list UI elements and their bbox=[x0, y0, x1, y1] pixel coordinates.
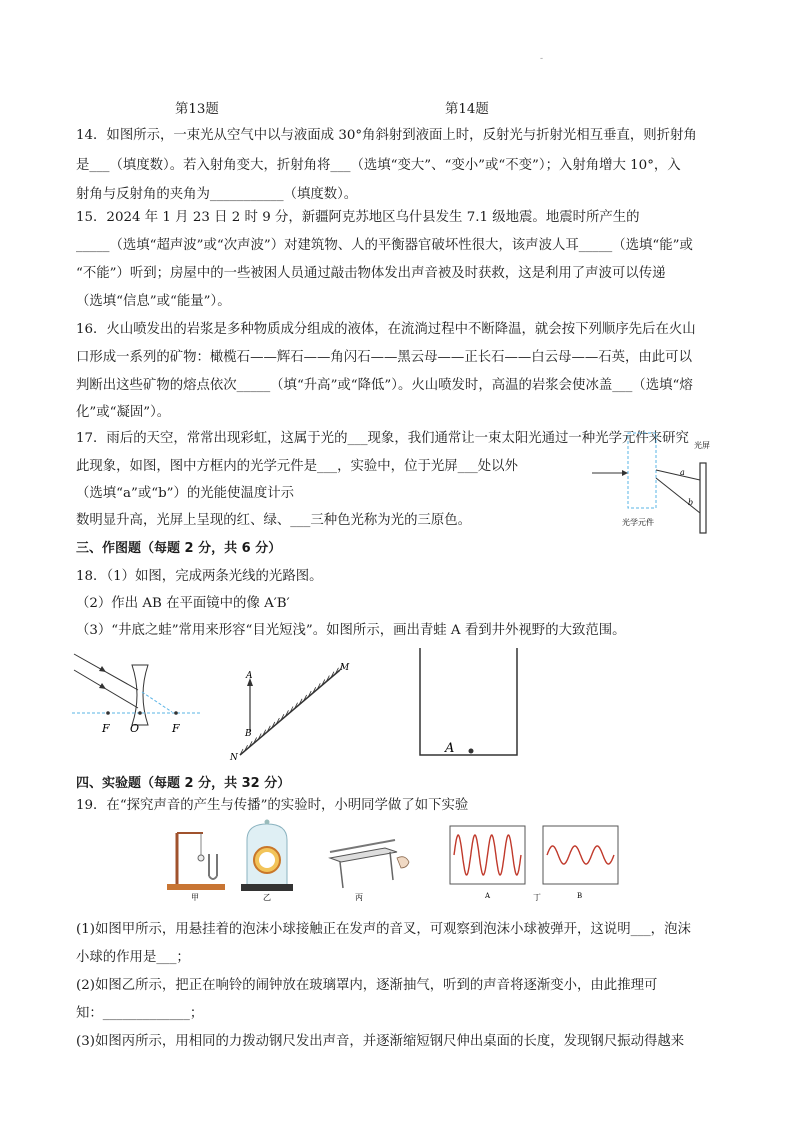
q19-part1-line2: 小球的作用是___； bbox=[76, 950, 190, 965]
tuning-fork-setup bbox=[167, 833, 225, 890]
ray-a bbox=[656, 470, 700, 480]
element-label: 光学元件 bbox=[622, 518, 654, 527]
q19-figures bbox=[165, 818, 635, 903]
q18-line-1: 18．（1）如图，完成两条光线的光路图。 bbox=[76, 569, 323, 584]
q19-part2-line1: (2)如图乙所示，把正在响铃的闹钟放在玻璃罩内，逐渐抽气，听到的声音将逐渐变小，由此推理可 bbox=[76, 978, 658, 993]
screen-label: 光屏 bbox=[694, 441, 710, 450]
q18-line-3: （3）“井底之蛙”常用来形容“目光短浅”。如图所示，画出青蛙 A 看到井外视野的大致范围。 bbox=[76, 623, 626, 638]
q17-line-1: 17．雨后的天空，常常出现彩虹，这属于光的___现象，我们通常让一束太阳光通过一种光学元件来研究 bbox=[76, 431, 689, 446]
steel-ruler-setup bbox=[330, 840, 409, 888]
label-a: a bbox=[680, 468, 685, 477]
q18-line-2: （2）作出 AB 在平面镜中的像 A′B′ bbox=[76, 596, 290, 611]
well-walls bbox=[420, 648, 517, 755]
q15-line-3: “不能”）听到；房屋中的一些被困人员通过敲击物体发出声音被及时获救，这是利用了声波可以传递 bbox=[76, 266, 666, 281]
concave-lens bbox=[132, 665, 148, 725]
q19-part3-line1: (3)如图丙所示，用相同的力拨动钢尺发出声音，并逐渐缩短钢尺伸出桌面的长度，发现钢尺振动得越来 bbox=[76, 1034, 685, 1049]
page-mark: - bbox=[540, 54, 544, 64]
q17-line-2: 此现象，如图，图中方框内的光学元件是___，实验中，位于光屏___处以外 bbox=[76, 459, 518, 474]
label-bing: 丙 bbox=[355, 893, 363, 902]
frog-point bbox=[469, 749, 474, 754]
label-ding: 丁 bbox=[533, 893, 541, 902]
optical-element-box bbox=[628, 433, 656, 508]
label-frog-a: A bbox=[445, 741, 455, 756]
label-f-left: F bbox=[102, 722, 110, 735]
q17-line-4: 数明显升高，光屏上呈现的红、绿、___三种色光称为光的三原色。 bbox=[76, 513, 472, 528]
q19-part1-line1: (1)如图甲所示，用悬挂着的泡沫小球接触正在发声的音叉，可观察到泡沫小球被弹开，这说明___，泡沫 bbox=[76, 922, 691, 937]
q17-line-3: （选填“a”或“b”）的光能使温度计示 bbox=[76, 486, 295, 501]
q15-line-1: 15．2024 年 1 月 23 日 2 时 9 分，新疆阿克苏地区乌什县发生 7.1 级地震。地震时所产生的 bbox=[76, 210, 640, 225]
optical-center bbox=[138, 711, 142, 715]
label-jia: 甲 bbox=[191, 893, 199, 902]
plane-mirror-figure bbox=[228, 660, 363, 760]
caption-q13: 第13题 bbox=[175, 102, 219, 117]
caption-q14: 第14题 bbox=[445, 102, 489, 117]
well-figure bbox=[415, 645, 525, 760]
label-m: M bbox=[340, 663, 350, 673]
bell-jar-setup bbox=[241, 820, 293, 892]
section-4-heading: 四、实验题（每题 2 分，共 32 分） bbox=[76, 776, 291, 791]
label-wave-a: A bbox=[485, 892, 491, 900]
q19-part2-line2: 知：_____________； bbox=[76, 1006, 204, 1021]
waveform-b bbox=[543, 826, 618, 884]
q16-line-1: 16．火山喷发出的岩浆是多种物质成分组成的液体，在流淌过程中不断降温，就会按下列顺序先后在火山 bbox=[76, 322, 696, 337]
extension-line bbox=[142, 692, 172, 712]
concave-lens-figure bbox=[72, 650, 207, 745]
q15-line-2: _____（选填“超声波”或“次声波”）对建筑物、人的平衡器官破坏性很大，该声波人耳_____（选填“能”或 bbox=[76, 238, 693, 253]
label-b: b bbox=[688, 498, 694, 507]
q15-line-4: （选填“信息”或“能量”）。 bbox=[76, 294, 231, 309]
q16-line-2: 口形成一系列的矿物：橄榄石——辉石——角闪石——黑云母——正长石——白云母——石英，由此可以 bbox=[76, 350, 692, 365]
label-yi: 乙 bbox=[263, 893, 271, 902]
q14-line-2: 是___（填度数）。若入射角变大，折射角将___（选填“变大”、“变小”或“不变”）；入射角增大 10°，入 bbox=[76, 158, 681, 173]
label-o: O bbox=[130, 722, 140, 735]
q14-line-3: 射角与反射角的夹角为___________（填度数）。 bbox=[76, 187, 358, 202]
ray-arrow bbox=[622, 470, 628, 476]
label-b: B bbox=[245, 729, 252, 739]
waveform-a bbox=[450, 826, 525, 884]
ray-b bbox=[656, 478, 700, 513]
focus-left bbox=[106, 711, 110, 715]
label-n: N bbox=[230, 753, 238, 760]
q17-prism-figure bbox=[590, 428, 720, 538]
light-screen bbox=[700, 463, 706, 533]
q19-intro: 19．在“探究声音的产生与传播”的实验时，小明同学做了如下实验 bbox=[76, 798, 469, 813]
label-wave-b: B bbox=[577, 892, 583, 900]
section-3-heading: 三、作图题（每题 2 分，共 6 分） bbox=[76, 541, 282, 556]
q16-line-3: 判断出这些矿物的熔点依次_____（填“升高”或“降低”）。火山喷发时，高温的岩浆会使冰盖___（选填“熔 bbox=[76, 378, 693, 393]
q16-line-4: 化”或“凝固”）。 bbox=[76, 405, 171, 420]
label-f-right: F bbox=[172, 722, 180, 735]
q14-line-1: 14．如图所示，一束光从空气中以与液面成 30°角斜射到液面上时，反射光与折射光相互垂直，则折射角 bbox=[76, 128, 697, 143]
focus-right bbox=[174, 711, 178, 715]
label-a: A bbox=[246, 671, 253, 681]
